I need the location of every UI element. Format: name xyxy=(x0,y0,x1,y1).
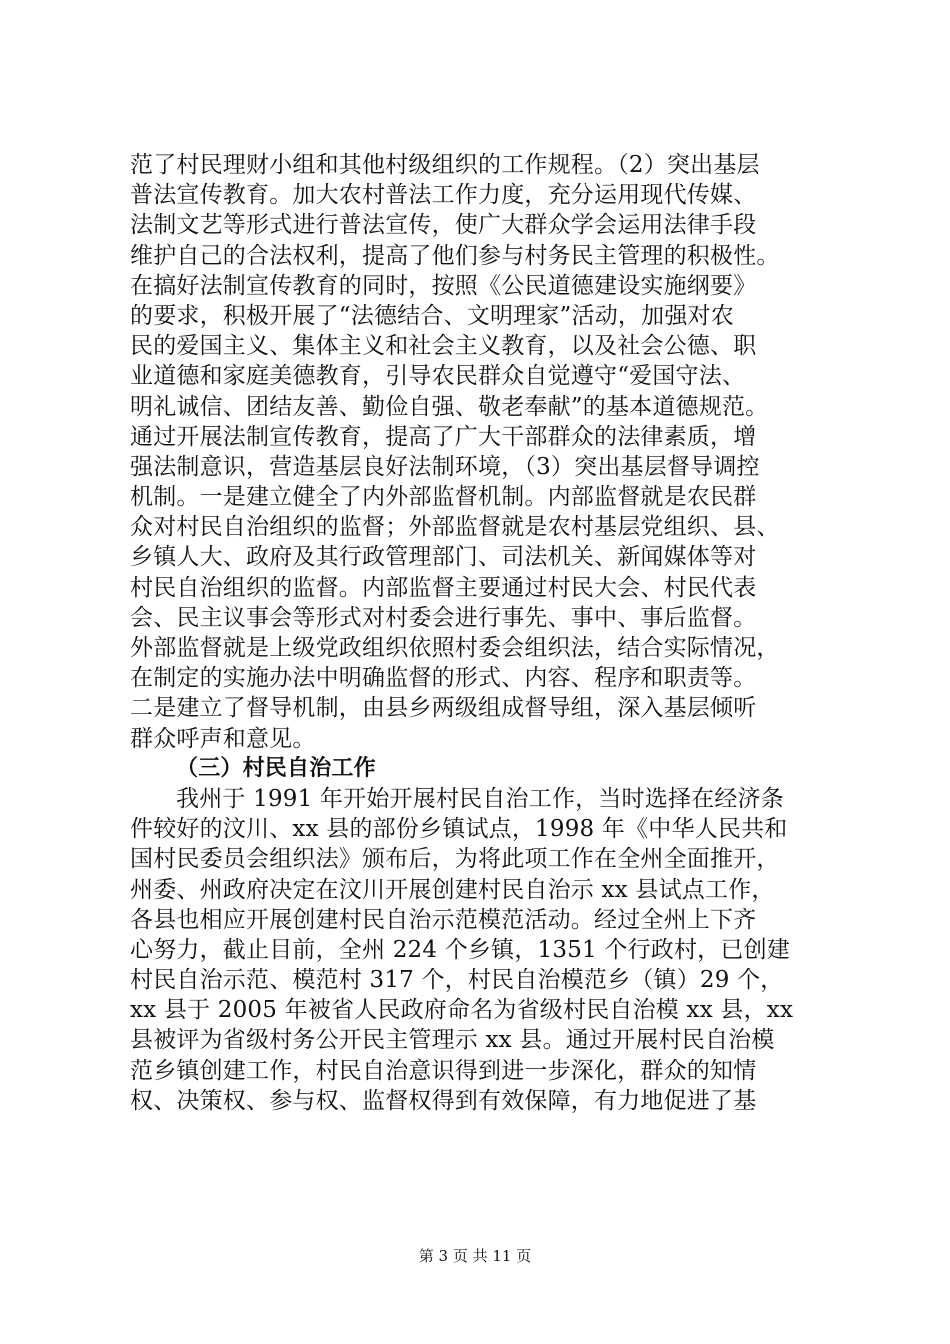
text-line: 范了村民理财小组和其他村级组织的工作规程。（2）突出基层 xyxy=(130,152,760,178)
page-footer xyxy=(0,1246,950,1266)
text-line: 范乡镇创建工作，村民自治意识得到进一步深化，群众的知情 xyxy=(130,1057,757,1084)
text-line: 心努力，截止目前，全州 224 个乡镇，1351 个行政村，已创建 xyxy=(130,936,790,963)
text-line: 州委、州政府决定在汶川开展创建村民自治示 xx 县试点工作， xyxy=(130,876,775,903)
text-line: 在搞好法制宣传教育的同时，按照《公民道德建设实施纲要》 xyxy=(130,272,757,299)
text-line: 会、民主议事会等形式对村委会进行事先、事中、事后监督。 xyxy=(130,604,757,631)
text-line: 件较好的汶川、xx 县的部份乡镇试点，1998 年《中华人民共和 xyxy=(130,816,788,843)
body-text xyxy=(130,150,842,1116)
text-line: 普法宣传教育。加大农村普法工作力度，充分运用现代传媒、 xyxy=(130,182,757,209)
text-line: xx 县于 2005 年被省人民政府命名为省级村民自治模 xx 县，xx xyxy=(130,997,794,1024)
text-line: 乡镇人大、政府及其行政管理部门、司法机关、新闻媒体等对 xyxy=(130,544,757,571)
text-line: 权、决策权、参与权、监督权得到有效保障，有力地促进了基 xyxy=(130,1087,757,1114)
text-line: 在制定的实施办法中明确监督的形式、内容、程序和职责等。 xyxy=(130,665,757,692)
text-line: 通过开展法制宣传教育，提高了广大干部群众的法律素质，增 xyxy=(130,423,757,450)
text-line: 二是建立了督导机制，由县乡两级组成督导组，深入基层倾听 xyxy=(130,695,757,722)
text-line: 国村民委员会组织法》颁布后，为将此项工作在全州全面推开， xyxy=(130,846,780,873)
text-line: 我州于 1991 年开始开展村民自治工作，当时选择在经济条 xyxy=(176,785,784,812)
text-line: 村民自治组织的监督。内部监督主要通过村民大会、村民代表 xyxy=(130,574,757,601)
text-line: 民的爱国主义、集体主义和社会主义教育，以及社会公德、职 xyxy=(130,333,757,360)
text-line: 各县也相应开展创建村民自治示范模范活动。经过全州上下齐 xyxy=(130,906,757,933)
page-number-label: 第 3 页 共 11 页 xyxy=(418,1247,532,1265)
text-line: 明礼诚信、团结友善、勤俭自强、敬老奉献”的基本道德规范。 xyxy=(130,393,769,420)
text-line: 法制文艺等形式进行普法宣传，使广大群众学会运用法律手段 xyxy=(130,212,757,239)
text-line: 的要求，积极开展了“法德结合、文明理家”活动，加强对农 xyxy=(130,302,734,329)
text-line: 县被评为省级村务公开民主管理示 xx 县。通过开展村民自治模 xyxy=(130,1027,775,1054)
text-line: 业道德和家庭美德教育，引导农民群众自觉遵守“爱国守法、 xyxy=(130,363,746,390)
text-line: 机制。一是建立健全了内外部监督机制。内部监督就是农民群 xyxy=(130,484,757,511)
text-line: 群众呼声和意见。 xyxy=(130,725,316,752)
text-line: 外部监督就是上级党政组织依照村委会组织法，结合实际情况， xyxy=(130,635,780,661)
text-line: 强法制意识，营造基层良好法制环境，（3）突出基层督导调控 xyxy=(130,453,760,480)
text-line: 维护自己的合法权利，提高了他们参与村务民主管理的积极性。 xyxy=(130,242,780,269)
text-line: 村民自治示范、模范村 317 个，村民自治模范乡（镇）29 个， xyxy=(130,967,784,994)
section-heading: （三）村民自治工作 xyxy=(176,755,376,781)
text-line: 众对村民自治组织的监督；外部监督就是农村基层党组织、县、 xyxy=(130,514,780,541)
